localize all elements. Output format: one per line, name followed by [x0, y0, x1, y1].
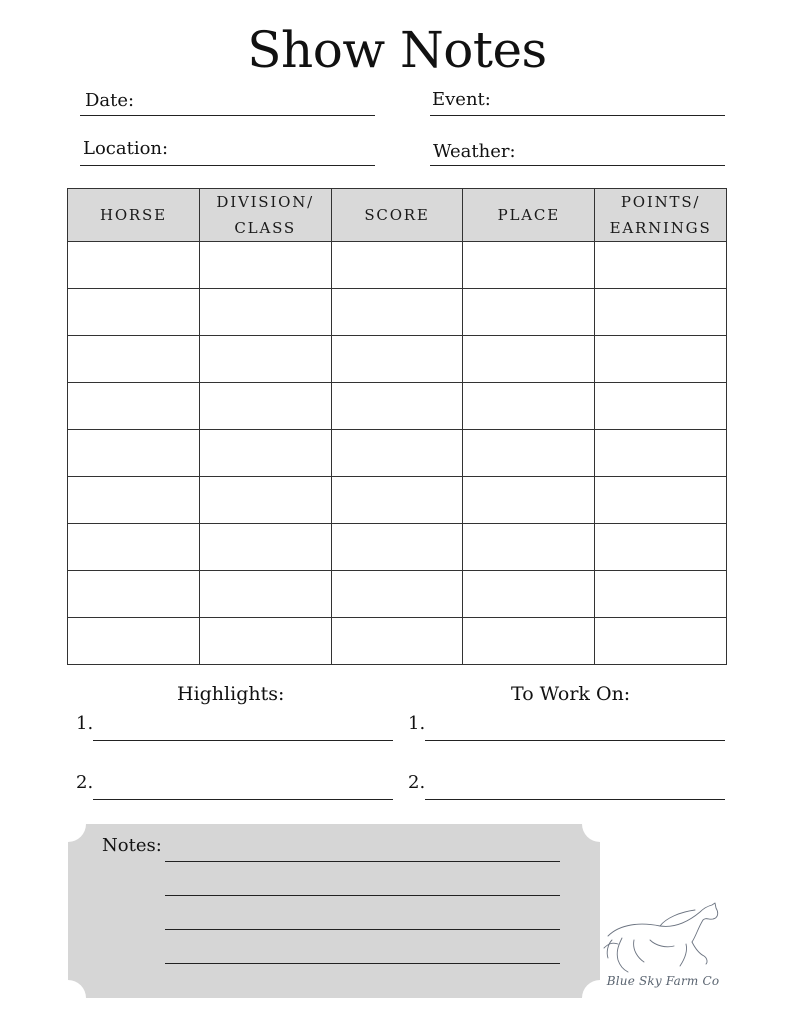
- table-cell[interactable]: [595, 242, 727, 289]
- results-table: [67, 188, 727, 665]
- event-label: Event:: [432, 89, 491, 110]
- table-cell[interactable]: [463, 242, 595, 289]
- work-on-line-2[interactable]: [425, 799, 725, 800]
- highlights-heading: Highlights:: [177, 683, 285, 705]
- table-row: [68, 571, 727, 618]
- table-cell[interactable]: [68, 289, 200, 336]
- event-line[interactable]: [430, 115, 725, 116]
- header-division-class: DIVISION/ CLASS: [199, 189, 331, 242]
- table-cell[interactable]: [68, 524, 200, 571]
- table-cell[interactable]: [68, 383, 200, 430]
- notes-label: Notes:: [102, 835, 162, 856]
- table-cell[interactable]: [68, 477, 200, 524]
- table-cell[interactable]: [331, 477, 463, 524]
- location-label: Location:: [83, 138, 169, 159]
- notes-corner-notch: [50, 980, 86, 1016]
- table-cell[interactable]: [199, 524, 331, 571]
- highlight-number-1: 1.: [76, 713, 94, 734]
- notes-corner-notch: [582, 806, 618, 842]
- date-label: Date:: [85, 90, 135, 111]
- table-cell[interactable]: [331, 242, 463, 289]
- table-row: [68, 477, 727, 524]
- table-row: [68, 242, 727, 289]
- table-row: [68, 289, 727, 336]
- table-body: [68, 242, 727, 665]
- table-row: [68, 383, 727, 430]
- table-cell[interactable]: [199, 618, 331, 665]
- notes-line[interactable]: [165, 929, 560, 930]
- highlight-line-2[interactable]: [93, 799, 393, 800]
- table-cell[interactable]: [463, 524, 595, 571]
- highlight-number-2: 2.: [76, 772, 94, 793]
- table-cell[interactable]: [595, 524, 727, 571]
- table-cell[interactable]: [331, 618, 463, 665]
- table-row: [68, 336, 727, 383]
- table-cell[interactable]: [331, 336, 463, 383]
- table-row: [68, 618, 727, 665]
- table-cell[interactable]: [68, 430, 200, 477]
- notes-corner-notch: [50, 806, 86, 842]
- work-on-line-1[interactable]: [425, 740, 725, 741]
- table-cell[interactable]: [68, 571, 200, 618]
- header-points-earnings: POINTS/ EARNINGS: [595, 189, 727, 242]
- table-cell[interactable]: [68, 618, 200, 665]
- table-cell[interactable]: [463, 383, 595, 430]
- table-cell[interactable]: [199, 383, 331, 430]
- table-cell[interactable]: [595, 289, 727, 336]
- location-line[interactable]: [80, 165, 375, 166]
- table-cell[interactable]: [199, 571, 331, 618]
- table-cell[interactable]: [199, 430, 331, 477]
- table-cell[interactable]: [331, 571, 463, 618]
- table-row: [68, 524, 727, 571]
- table-header-row: [68, 189, 727, 242]
- table-cell[interactable]: [595, 383, 727, 430]
- highlight-line-1[interactable]: [93, 740, 393, 741]
- table-cell[interactable]: [463, 336, 595, 383]
- date-line[interactable]: [80, 115, 375, 116]
- table-cell[interactable]: [331, 289, 463, 336]
- page-title: Show Notes: [247, 21, 547, 79]
- table-cell[interactable]: [595, 430, 727, 477]
- table-cell[interactable]: [331, 524, 463, 571]
- work-on-number-1: 1.: [408, 713, 426, 734]
- to-work-on-heading: To Work On:: [511, 683, 631, 705]
- table-cell[interactable]: [595, 571, 727, 618]
- weather-label: Weather:: [433, 141, 516, 162]
- weather-line[interactable]: [430, 165, 725, 166]
- table-cell[interactable]: [199, 242, 331, 289]
- notes-line[interactable]: [165, 861, 560, 862]
- notes-line[interactable]: [165, 963, 560, 964]
- table-cell[interactable]: [68, 336, 200, 383]
- table-cell[interactable]: [595, 477, 727, 524]
- table-cell[interactable]: [463, 289, 595, 336]
- table-row: [68, 430, 727, 477]
- table-cell[interactable]: [463, 618, 595, 665]
- table-cell[interactable]: [331, 383, 463, 430]
- table-cell[interactable]: [68, 242, 200, 289]
- table-cell[interactable]: [463, 477, 595, 524]
- brand-name: Blue Sky Farm Co: [606, 974, 720, 988]
- work-on-number-2: 2.: [408, 772, 426, 793]
- header-place: PLACE: [463, 189, 595, 242]
- header-score: SCORE: [331, 189, 463, 242]
- table-cell[interactable]: [463, 571, 595, 618]
- notes-line[interactable]: [165, 895, 560, 896]
- table-cell[interactable]: [199, 477, 331, 524]
- table-cell[interactable]: [595, 618, 727, 665]
- table-cell[interactable]: [463, 430, 595, 477]
- table-cell[interactable]: [199, 289, 331, 336]
- table-cell[interactable]: [199, 336, 331, 383]
- table-cell[interactable]: [595, 336, 727, 383]
- table-cell[interactable]: [331, 430, 463, 477]
- header-horse: HORSE: [68, 189, 200, 242]
